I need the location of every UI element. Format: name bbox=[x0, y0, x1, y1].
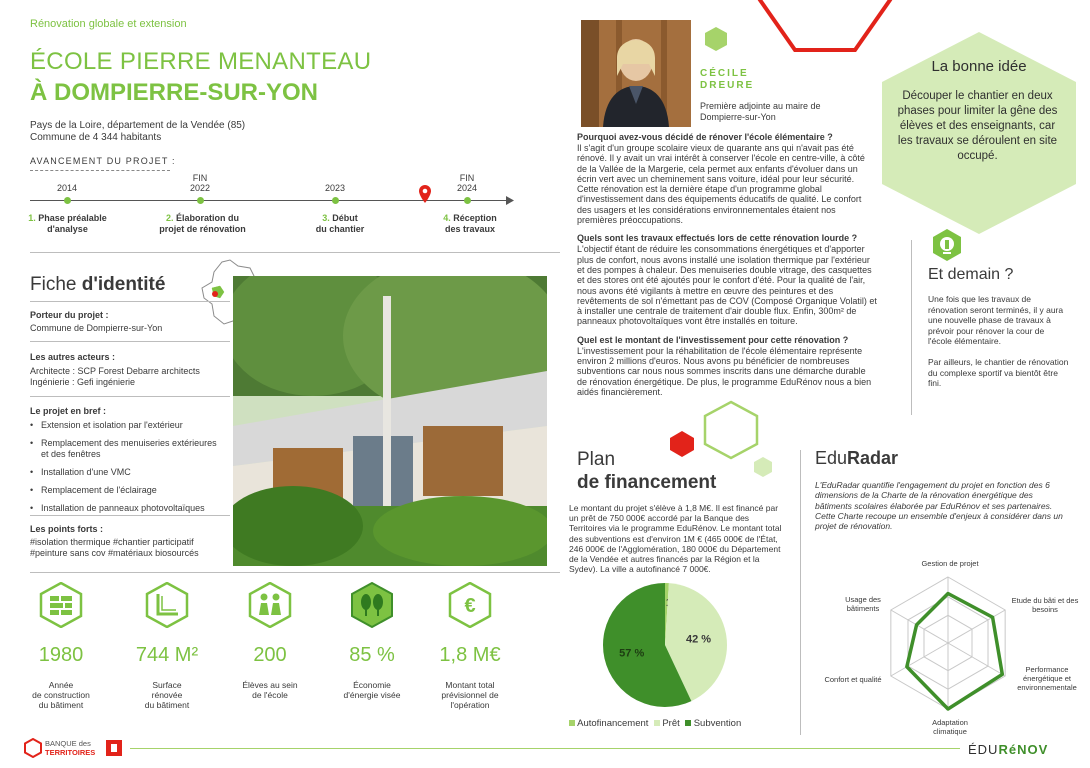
radar-axis-5: Confort et qualité bbox=[824, 675, 882, 684]
divider-identity bbox=[30, 301, 230, 302]
light-green-hexagon bbox=[752, 456, 774, 478]
population: Commune de 4 344 habitants bbox=[30, 132, 162, 143]
financing-pie-chart bbox=[600, 580, 730, 710]
timeline-year-3: 2023 bbox=[324, 183, 346, 193]
question-1: Pourquoi avez-vous décidé de rénover l'école élémentaire ? bbox=[577, 132, 833, 142]
radar-axis-line bbox=[891, 643, 948, 676]
timeline-heading: AVANCEMENT DU PROJET : bbox=[30, 156, 176, 166]
financing-title: Plan de financement bbox=[577, 449, 717, 493]
radar-axis-4: Adaptation climatique bbox=[932, 718, 968, 736]
radar-axis-1: Gestion de projet bbox=[921, 559, 979, 568]
green-hexagon-small bbox=[703, 26, 729, 52]
legend-label-autofinancement: Autofinancement bbox=[577, 718, 649, 729]
timeline-label-1: 1. Phase préalable d'analyse bbox=[28, 213, 107, 234]
timeline-line bbox=[30, 200, 510, 201]
timeline-label-4: 4. Réception des travaux bbox=[443, 213, 497, 234]
question-2: Quels sont les travaux effectués lors de cette rénovation lourde ? bbox=[577, 233, 858, 244]
radar-axis-3: Performance énergétique et environnementale bbox=[1017, 665, 1077, 692]
timeline-dash bbox=[30, 170, 170, 171]
timeline-dot-4 bbox=[464, 197, 471, 204]
tomorrow-title: Et demain ? bbox=[928, 266, 1014, 283]
kpi-value-2: 744 M² bbox=[135, 644, 199, 666]
architect: Architecte : SCP Forest Debarre architects bbox=[30, 366, 200, 376]
engineering: Ingénierie : Gefi ingénierie bbox=[30, 377, 136, 387]
strengths-label: Les points forts : bbox=[30, 524, 104, 534]
timeline-label-2: 2. Élaboration du projet de rénovation bbox=[159, 213, 246, 234]
eduradar-title: EduRadar bbox=[815, 448, 899, 468]
kpi-value-4: 85 % bbox=[349, 644, 395, 666]
tomorrow-text-1: Une fois que les travaux de rénovation seront terminés, il y aura une nouvelle phase de travaux à prévoir pour rénover la cour de l'école élémentaire. bbox=[928, 294, 1064, 346]
legend-label-subvention: Subvention bbox=[693, 718, 742, 729]
owner-value: Commune de Dompierre-sur-Yon bbox=[30, 323, 163, 333]
divider-actors bbox=[30, 396, 230, 397]
brief-item: • Extension et isolation par l'extérieur bbox=[29, 420, 224, 431]
divider-owner bbox=[30, 341, 230, 342]
portrait-photo bbox=[581, 20, 691, 127]
interview-text bbox=[577, 132, 877, 405]
tomorrow-text-2: Par ailleurs, le chantier de rénovation du complexe sportif va bientôt être fini. bbox=[928, 357, 1069, 388]
eduradar-text: L'EduRadar quantifie l'engagement du projet en fonction des 6 dimensions de la Charte de la rénovation énergétique des bâtiments scolaires élaborée par EduRénov et ses partenaires. Cette Charte recoupe un ensemble d'enjeux à considérer dans un projet de rénovation. bbox=[815, 480, 1063, 532]
euro-icon bbox=[447, 582, 493, 628]
timeline-year-1: 2014 bbox=[56, 183, 78, 193]
timeline-year-4-prefix: FIN bbox=[459, 173, 475, 183]
brief-list bbox=[29, 420, 224, 521]
kpi-value-1: 1980 bbox=[38, 644, 84, 666]
strengths-line-1: #isolation thermique #chantier participatif bbox=[30, 537, 194, 547]
kpi-value-5: 1,8 M€ bbox=[439, 644, 501, 666]
kicker: Rénovation globale et extension bbox=[30, 18, 187, 30]
caisse-des-depots-logo-icon bbox=[106, 740, 122, 756]
students-icon bbox=[247, 582, 293, 628]
answer-2: L'objectif étant de réduire les consommations énergétiques et d'apporter plus de confort, nous avons installé une isolation thermique par l'extérieur et des pompes à chaleur. Des menuiseries double vitrage, des casquettes et des stores ont été ajoutés pour le confort d'été. Pour la qualité de l'air, nous avons été vigilants à mettre en œuvre des peintures et des revêtements de sol n'émettant pas de COV (Composé Organique Volatil) et à installer une centrale de traitement d'air double flux. Enfin, 300m² de panneaux photovoltaïques vont être installés en toiture. bbox=[577, 244, 877, 327]
lightbulb-icon bbox=[930, 228, 964, 262]
divider-kpis bbox=[30, 572, 560, 573]
svg-text:€: € bbox=[464, 595, 476, 617]
trees-icon bbox=[349, 582, 395, 628]
pie-legend bbox=[569, 718, 741, 729]
divider-tomorrow bbox=[911, 240, 912, 415]
brief-label: Le projet en bref : bbox=[30, 406, 107, 416]
eduradar-chart bbox=[878, 567, 1018, 719]
surface-icon bbox=[144, 582, 190, 628]
timeline-year-4: 2024 bbox=[456, 183, 478, 193]
red-hexagon-outline bbox=[755, 0, 895, 60]
divider-radar bbox=[800, 450, 801, 735]
strengths-line-2: #peinture sans cov #matériaux biosourcés bbox=[30, 548, 199, 558]
timeline-label-3: 3. Début du chantier bbox=[315, 213, 365, 234]
kpi-label-1: Année de construction du bâtiment bbox=[32, 680, 90, 710]
brief-item: • Remplacement de l'éclairage bbox=[29, 485, 224, 496]
actors-label: Les autres acteurs : bbox=[30, 352, 116, 362]
banque-des-territoires-logo: BANQUE des TERRITOIRES bbox=[45, 739, 96, 757]
divider-timeline bbox=[30, 252, 560, 253]
brief-item: • Installation de panneaux photovoltaïques bbox=[29, 503, 224, 514]
radar-axis-6: Usage des bâtiments bbox=[845, 595, 881, 613]
location-pin-icon bbox=[419, 185, 431, 203]
legend-swatch-pret bbox=[654, 720, 660, 726]
page-subtitle: À DOMPIERRE-SUR-YON bbox=[30, 79, 319, 106]
timeline-dot-2 bbox=[197, 197, 204, 204]
bricks-icon bbox=[38, 582, 84, 628]
footer-line bbox=[130, 748, 960, 749]
radar-axis-line bbox=[891, 610, 948, 643]
divider-brief bbox=[30, 515, 230, 516]
identity-heading: Fiche d'identité bbox=[30, 274, 166, 295]
answer-3: L'investissement pour la réhabilitation de l'école élémentaire représente environ 2 millions d'euros. Nous avons pu bénéficier de nombreuses subventions car nous nous sommes inscrits dans une démarche durable de rénovation énergétique. De plus, le programme EduRénov nous a bien aidés financièrement. bbox=[577, 345, 872, 397]
timeline-dot-1 bbox=[64, 197, 71, 204]
legend-swatch-subvention bbox=[685, 720, 691, 726]
kpi-label-3: Élèves au sein de l'école bbox=[242, 680, 298, 700]
edurenov-logo: ÉDURéNOV bbox=[968, 742, 1049, 757]
school-photo bbox=[233, 276, 547, 566]
pie-label-prêt: 42 % bbox=[685, 633, 712, 646]
pie-label-subvention: 57 % bbox=[619, 647, 645, 660]
idea-title: La bonne idée bbox=[931, 58, 1027, 75]
brief-item: • Installation d'une VMC bbox=[29, 467, 224, 478]
timeline-year-2-prefix: FIN bbox=[192, 173, 208, 183]
legend-swatch-autofinancement bbox=[569, 720, 575, 726]
timeline-year-2: 2022 bbox=[189, 183, 211, 193]
red-hexagon-top bbox=[393, 0, 423, 8]
kpi-value-3: 200 bbox=[253, 644, 287, 666]
idea-text: Découper le chantier en deux phases pour limiter la gêne des élèves et des enseignants, car les travaux se déroulent en site occupé. bbox=[897, 90, 1058, 162]
radar-axis-2: Etude du bâti et des besoins bbox=[1011, 596, 1079, 614]
interviewee-name: CÉCILE DREURE bbox=[700, 68, 755, 91]
answer-1: Il s'agit d'un groupe scolaire vieux de quarante ans qui n'avait pas été rénové. Il y avait un vrai intérêt à conserver l'école en centre-ville, à côté de la Vallée de la Margerie, cela permet aux enfants d'évoluer dans un écrin vert avec un cheminement sans voiture, idéal pour leur sécurité. Cette rénovation est la dernière étape d'un programme global d'investissement dans des équipements éducatifs de qualité. Le confort des usagers et les considérations environnementales étaient nos premières préoccupations. bbox=[577, 143, 865, 226]
page-title: ÉCOLE PIERRE MENANTEAU bbox=[30, 48, 372, 75]
owner-label: Porteur du projet : bbox=[30, 310, 109, 320]
legend-label-pret: Prêt bbox=[662, 718, 680, 729]
question-3: Quel est le montant de l'investissement pour cette rénovation ? bbox=[577, 334, 849, 345]
kpi-label-4: Économie d'énergie visée bbox=[343, 680, 401, 700]
kpi-label-2: Surface rénovée du bâtiment bbox=[144, 680, 190, 710]
location: Pays de la Loire, département de la Vendée (85) bbox=[30, 120, 246, 131]
interviewee-role: Première adjointe au maire de Dompierre-sur-Yon bbox=[700, 101, 821, 122]
timeline-dot-3 bbox=[332, 197, 339, 204]
financing-text: Le montant du projet s'élève à 1,8 M€. Il est financé par un prêt de 750 000€ accordé par la Banque des Territoires via le programme EduRénov. Le montant total des subventions est d'environ 1M € (465 000€ de l'État, 246 000€ de l'Agglomération, 180 000€ du Département de la Vendée et autres financés par la Région et la Sydev). La ville a autofinancé 7 000€. bbox=[569, 503, 782, 575]
brief-item: • Remplacement des menuiseries extérieures et des fenêtres bbox=[29, 438, 224, 460]
kpi-label-5: Montant total prévisionnel de l'opération bbox=[441, 680, 499, 710]
banque-des-territoires-logo-icon bbox=[24, 738, 42, 758]
timeline-arrow bbox=[506, 196, 514, 205]
